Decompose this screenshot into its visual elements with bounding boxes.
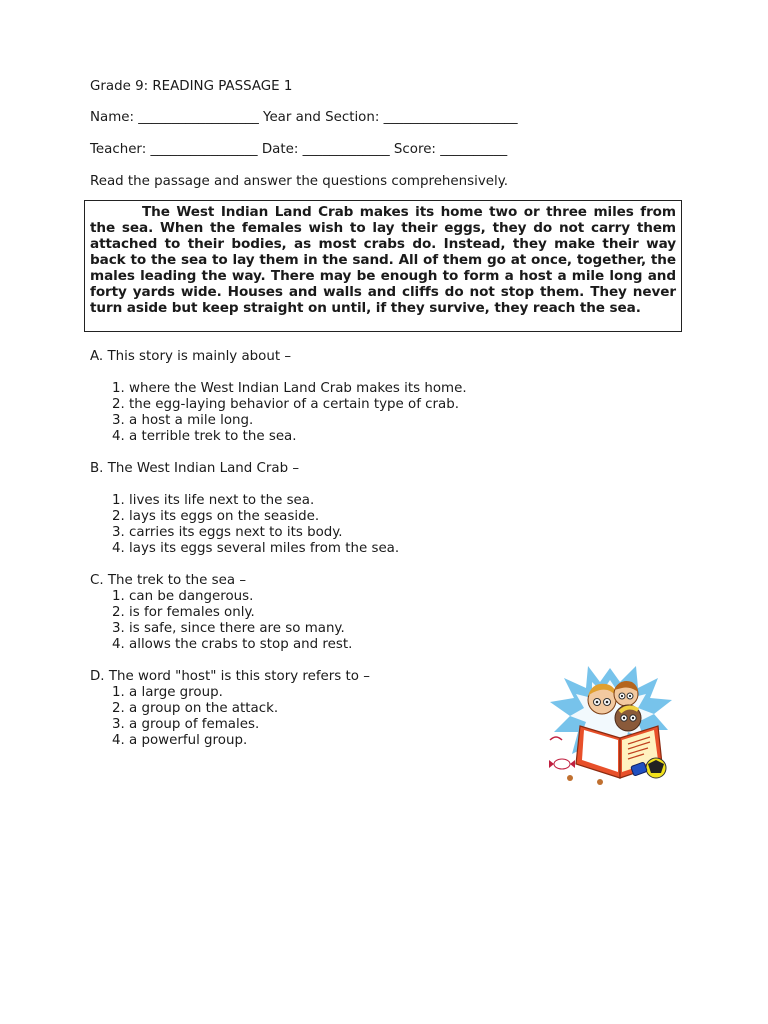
- passage-text: The West Indian Land Crab makes its home two or three miles from the sea. When the females wish to lay their eggs, they do not carry them attached to their bodies, as most crabs do. Instead, they make their way back to the sea to lay them in the sand. All of them go at once, together, the males leading the way. There may be enough to form a host a mile long and forty yards wide. Houses and walls and cliffs do not stop them. They never turn aside but keep straight on until, if they survive, they reach the sea.: [90, 204, 676, 316]
- teacher-date-score-line: Teacher: ________________ Date: _____________ Score: __________: [90, 142, 508, 157]
- page-title: Grade 9: READING PASSAGE 1: [90, 79, 293, 94]
- option-item: 1. lives its life next to the sea.: [112, 493, 315, 508]
- option-item: 4. a terrible trek to the sea.: [112, 429, 297, 444]
- option-list: [90, 589, 352, 653]
- question-c: [90, 573, 352, 653]
- option-item: 2. is for females only.: [112, 605, 255, 620]
- name-year-section-line: Name: __________________ Year and Section: ____________________: [90, 110, 518, 125]
- question-title: D. The word "host" is this story refers to –: [90, 669, 370, 684]
- option-item: 2. lays its eggs on the seaside.: [112, 509, 320, 524]
- kids-reading-book-illustration: [540, 660, 680, 790]
- option-item: 4. lays its eggs several miles from the sea.: [112, 541, 400, 556]
- option-item: 2. the egg-laying behavior of a certain type of crab.: [112, 397, 459, 412]
- question-b: [90, 461, 399, 557]
- option-item: 3. a host a mile long.: [112, 413, 254, 428]
- question-title: B. The West Indian Land Crab –: [90, 461, 300, 476]
- option-list: [90, 493, 399, 557]
- option-list: [90, 685, 370, 749]
- reading-passage-box: [84, 200, 682, 332]
- option-list: [90, 381, 467, 445]
- question-d: [90, 669, 370, 749]
- option-item: 1. can be dangerous.: [112, 589, 254, 604]
- option-item: 4. allows the crabs to stop and rest.: [112, 637, 353, 652]
- instructions: Read the passage and answer the questions comprehensively.: [90, 174, 508, 189]
- question-a: [90, 349, 467, 445]
- question-title: A. This story is mainly about –: [90, 349, 292, 364]
- option-item: 3. is safe, since there are so many.: [112, 621, 345, 636]
- option-item: 3. carries its eggs next to its body.: [112, 525, 343, 540]
- question-title: C. The trek to the sea –: [90, 573, 247, 588]
- option-item: 4. a powerful group.: [112, 733, 248, 748]
- option-item: 1. where the West Indian Land Crab makes its home.: [112, 381, 467, 396]
- option-item: 3. a group of females.: [112, 717, 260, 732]
- option-item: 2. a group on the attack.: [112, 701, 279, 716]
- option-item: 1. a large group.: [112, 685, 223, 700]
